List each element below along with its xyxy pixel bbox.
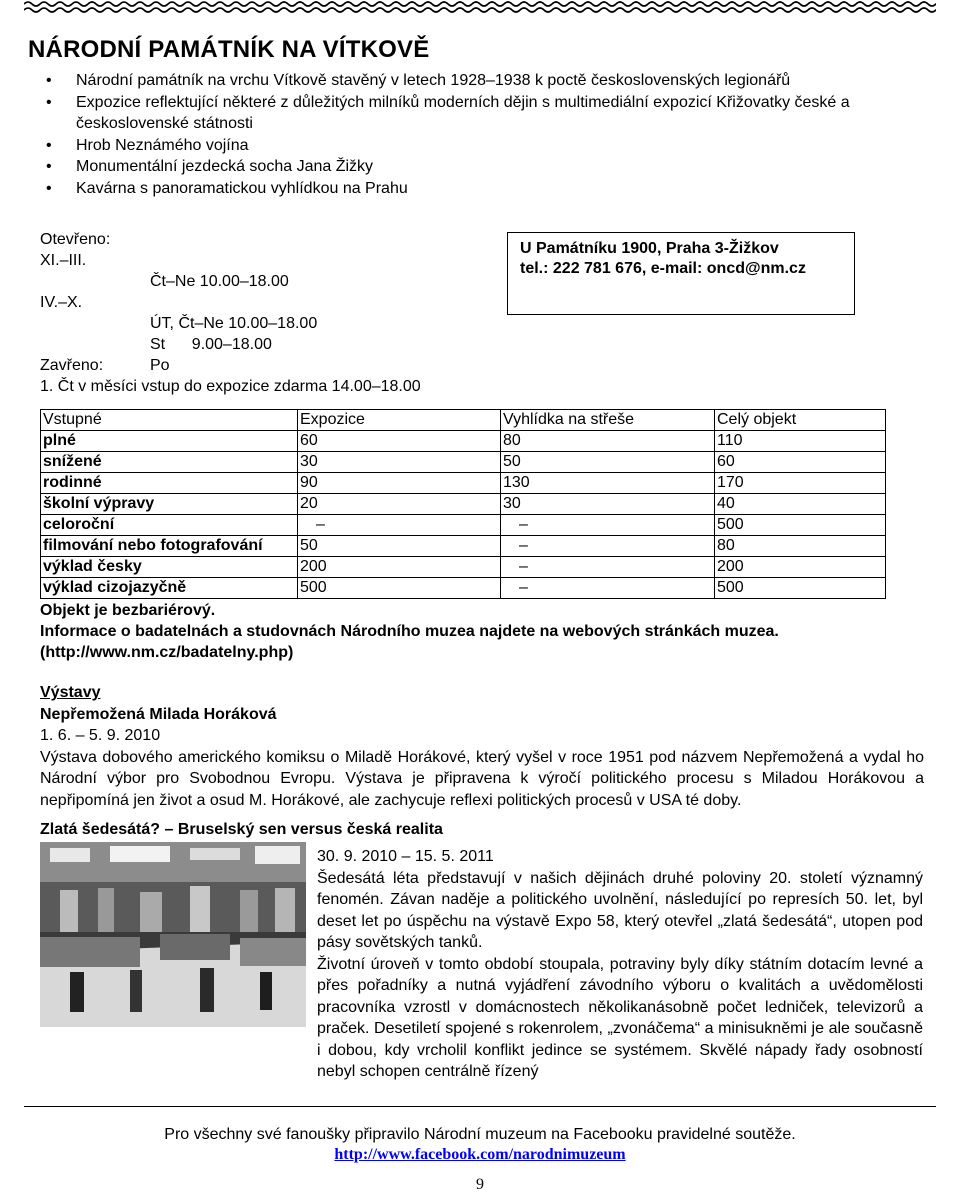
exhibition-title: Zlatá šedesátá? – Bruselský sen versus česká realita (40, 821, 443, 838)
footer-text: Pro všechny své fanoušky připravilo Národní muzeum na Facebooku pravidelné soutěže. (164, 1126, 796, 1143)
table-cell: 30 (298, 452, 501, 473)
table-header-cell: Celý objekt (715, 410, 886, 431)
table-row (41, 452, 886, 473)
table-cell: 500 (298, 578, 501, 599)
season-summer-hours: ÚT, Čt–Ne 10.00–18.00 (150, 315, 318, 332)
table-cell: – (298, 515, 501, 536)
table-row (41, 557, 886, 578)
address-box (507, 232, 855, 315)
exhibition-title: Nepřemožená Milada Horáková (40, 705, 277, 723)
table-cell: výklad cizojazyčně (41, 578, 298, 599)
list-item: • Národní památník na vrchu Vítkově stavěný v letech 1928–1938 k poctě československých legionářů (46, 70, 926, 92)
list-item: • Monumentální jezdecká socha Jana Žižky (46, 156, 926, 178)
table-cell: 20 (298, 494, 501, 515)
table-cell: – (501, 536, 715, 557)
table-cell: – (501, 578, 715, 599)
table-cell: filmování nebo fotografování (41, 536, 298, 557)
researchers-url: (http://www.nm.cz/badatelny.php) (40, 644, 294, 661)
table-cell: rodinné (41, 473, 298, 494)
exhibition-description (317, 846, 923, 1083)
page-number: 9 (476, 1176, 484, 1193)
exhibition-description: Výstava dobového amerického komiksu o Miladě Horákové, který vyšel v roce 1951 pod názvem Nepřemožená a vydal ho Národní výbor pro Svobodnou Evropu. Výstava je připravena k výročí politického procesu s Miladou Horákovou a nepřipomíná jen život a osud M. Horákové, ale zachycuje reflexi politických procesů v USA té doby. (40, 748, 924, 809)
researchers-note: Informace o badatelnách a studovnách Národního muzea najdete na webových stránkách muzea. (40, 623, 779, 640)
list-item: • Kavárna s panoramatickou vyhlídkou na Prahu (46, 178, 926, 200)
exhibitions-section (40, 682, 924, 811)
table-cell: celoroční (41, 515, 298, 536)
table-cell: 80 (501, 431, 715, 452)
table-cell: 130 (501, 473, 715, 494)
table-cell: školní výpravy (41, 494, 298, 515)
exhibition-dates: 1. 6. – 5. 9. 2010 (40, 727, 161, 744)
section-title: Výstavy (40, 684, 101, 701)
table-cell: snížené (41, 452, 298, 473)
price-table (40, 409, 886, 599)
table-cell: 200 (298, 557, 501, 578)
table-cell: 60 (298, 431, 501, 452)
season-summer: IV.–X. (40, 294, 83, 311)
table-row (41, 515, 886, 536)
table-cell: 40 (715, 494, 886, 515)
page-heading: NÁRODNÍ PAMÁTNÍK NA VÍTKOVĚ (28, 36, 430, 63)
table-cell: 30 (501, 494, 715, 515)
table-cell: 200 (715, 557, 886, 578)
table-cell: 110 (715, 431, 886, 452)
table-cell: plné (41, 431, 298, 452)
table-cell: 50 (298, 536, 501, 557)
table-cell: 60 (715, 452, 886, 473)
closed-label: Zavřeno: (40, 357, 104, 374)
free-entry-note: 1. Čt v měsíci vstup do expozice zdarma 14.00–18.00 (40, 378, 421, 395)
closed-day: Po (150, 357, 170, 374)
list-item: • Hrob Neznámého vojína (46, 135, 926, 157)
table-header-cell: Expozice (298, 410, 501, 431)
barrier-free-note: Objekt je bezbariérový. (40, 602, 216, 619)
footer (0, 1126, 960, 1164)
exhibition-paragraph: Životní úroveň v tomto období stoupala, potraviny byly díky státním dotacím levné a přes pořadníky a nutná vyjádření závodního výboru o kvalitách a uvědomělosti pracovníka vzrostl v domácnostech několikanásobně počet ledniček, televizorů a praček. Desetiletí spojené s rokenrolem, „zvonáčema“ a minisukněmi je ale současně i dobou, kdy vrcholil konflikt jedince se systémem. Skvělé nápady řady osobností nebyl schopen centrálně řízený (317, 955, 923, 1080)
table-row (41, 473, 886, 494)
address-line: U Památníku 1900, Praha 3-Žižkov (520, 240, 779, 257)
footer-divider (24, 1106, 936, 1107)
table-header-row (41, 410, 886, 431)
exhibition-paragraph: Šedesátá léta představují v našich dějinách druhé poloviny 20. století významný fenomén. Závan naděje a politického uvolnění, následující po represích 50. let, byl deset let po úspěchu na výstavě Expo 58, který otevřel „zlatá šedesátá“, utopen pod pásy sovětských tanků. (317, 869, 923, 951)
table-cell: 500 (715, 578, 886, 599)
contact-line: tel.: 222 781 676, e-mail: oncd@nm.cz (520, 260, 806, 277)
visitor-info (40, 600, 920, 663)
decorative-wave-border (24, 0, 936, 14)
department-store-photo (40, 842, 306, 1027)
table-cell: – (501, 557, 715, 578)
table-cell: 90 (298, 473, 501, 494)
table-row (41, 431, 886, 452)
exhibition-dates: 30. 9. 2010 – 15. 5. 2011 (317, 848, 494, 865)
opening-title: Otevřeno: (40, 231, 111, 248)
table-cell: 80 (715, 536, 886, 557)
season-winter: XI.–III. (40, 252, 87, 269)
list-item: • Expozice reflektující některé z důležitých milníků moderních dějin s multimediální expozicí Křižovatky české a československé státnosti (46, 92, 926, 135)
table-cell: 170 (715, 473, 886, 494)
feature-list (46, 70, 926, 199)
season-summer-hours-wed: St 9.00–18.00 (150, 336, 272, 353)
table-cell: 500 (715, 515, 886, 536)
table-cell: 50 (501, 452, 715, 473)
table-cell: výklad česky (41, 557, 298, 578)
table-row (41, 578, 886, 599)
facebook-link[interactable]: http://www.facebook.com/narodnimuzeum (334, 1146, 626, 1163)
table-cell: – (501, 515, 715, 536)
table-row (41, 494, 886, 515)
table-header-cell: Vstupné (41, 410, 298, 431)
table-row (41, 536, 886, 557)
season-winter-hours: Čt–Ne 10.00–18.00 (150, 273, 289, 290)
table-header-cell: Vyhlídka na střeše (501, 410, 715, 431)
